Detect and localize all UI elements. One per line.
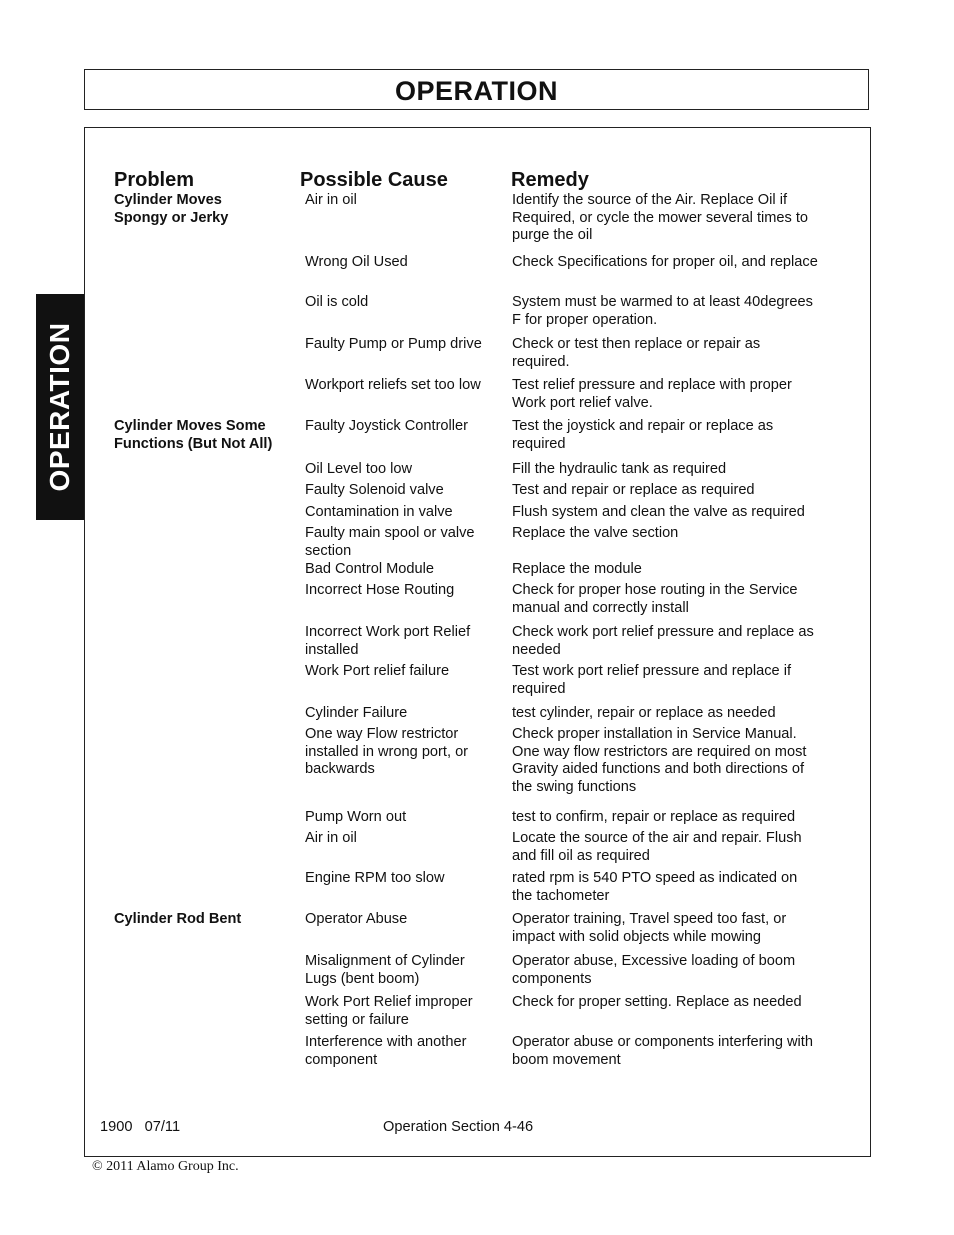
- problem-cell: Cylinder Moves Spongy or Jerky: [114, 192, 229, 226]
- cause-cell: Wrong Oil Used: [305, 254, 408, 270]
- cause-cell: Incorrect Hose Routing: [305, 582, 455, 598]
- remedy-cell: Check for proper setting. Replace as needed: [512, 994, 802, 1010]
- cause-cell: Pump Worn out: [305, 809, 407, 825]
- remedy-cell: Test and repair or replace as required: [512, 482, 755, 498]
- remedy-cell: Operator abuse, Excessive loading of boom components: [512, 953, 796, 987]
- cause-cell: Misalignment of Cylinder Lugs (bent boom): [305, 953, 465, 987]
- page-title: OPERATION: [394, 76, 558, 106]
- cause-cell: Work Port Relief improper setting or failure: [305, 994, 473, 1028]
- cause-cell: Faulty Pump or Pump drive: [305, 336, 482, 352]
- column-header-cause: Possible Cause: [300, 169, 448, 191]
- column-header-problem: Problem: [114, 169, 195, 191]
- cause-cell: Incorrect Work port Relief installed: [305, 624, 471, 658]
- cause-cell: Contamination in valve: [305, 504, 453, 520]
- cause-cell: Operator Abuse: [305, 911, 408, 927]
- header-box: [84, 69, 869, 110]
- remedy-cell: Flush system and clean the valve as required: [512, 504, 805, 520]
- remedy-cell: Operator training, Travel speed too fast, or impact with solid objects while mowing: [512, 911, 787, 945]
- problem-cell: Cylinder Rod Bent: [114, 911, 242, 927]
- cause-cell: Oil is cold: [305, 294, 369, 310]
- remedy-cell: Check proper installation in Service Manual. One way flow restrictors are required on most Gravity aided functions and both directions of the swing functions: [512, 726, 807, 795]
- cause-cell: Air in oil: [305, 192, 357, 208]
- remedy-cell: Test the joystick and repair or replace as required: [512, 418, 774, 452]
- remedy-cell: Check Specifications for proper oil, and replace: [512, 254, 818, 270]
- cause-cell: Air in oil: [305, 830, 357, 846]
- remedy-cell: Check for proper hose routing in the Service manual and correctly install: [512, 582, 798, 616]
- remedy-cell: Check work port relief pressure and replace as needed: [512, 624, 814, 658]
- cause-cell: Engine RPM too slow: [305, 870, 445, 886]
- remedy-cell: Test work port relief pressure and replace if required: [512, 663, 792, 697]
- remedy-cell: Operator abuse or components interfering with boom movement: [512, 1034, 813, 1068]
- side-tab-label: OPERATION: [44, 322, 75, 492]
- cause-cell: One way Flow restrictor installed in wrong port, or backwards: [305, 726, 469, 777]
- cause-cell: Cylinder Failure: [305, 705, 408, 721]
- remedy-cell: Identify the source of the Air. Replace Oil if Required, or cycle the mower several times to purge the oil: [512, 192, 809, 243]
- remedy-cell: Replace the module: [512, 561, 642, 577]
- problem-cell: Cylinder Moves Some Functions (But Not All): [114, 418, 273, 452]
- column-header-remedy: Remedy: [511, 169, 589, 191]
- cause-cell: Oil Level too low: [305, 461, 413, 477]
- remedy-cell: Test relief pressure and replace with proper Work port relief valve.: [512, 377, 792, 411]
- remedy-cell: Locate the source of the air and repair. Flush and fill oil as required: [512, 830, 802, 864]
- cause-cell: Faulty main spool or valve section: [305, 525, 475, 559]
- cause-cell: Interference with another component: [305, 1034, 467, 1068]
- remedy-cell: Fill the hydraulic tank as required: [512, 461, 727, 477]
- remedy-cell: test cylinder, repair or replace as needed: [512, 705, 776, 721]
- side-tab: [36, 294, 85, 520]
- remedy-cell: test to confirm, repair or replace as required: [512, 809, 796, 825]
- footer-doc-number: 1900 07/11: [100, 1119, 181, 1135]
- remedy-cell: rated rpm is 540 PTO speed as indicated on the tachometer: [512, 870, 798, 904]
- cause-cell: Workport reliefs set too low: [305, 377, 481, 393]
- cause-cell: Faulty Solenoid valve: [305, 482, 444, 498]
- remedy-cell: Replace the valve section: [512, 525, 679, 541]
- remedy-cell: System must be warmed to at least 40degrees F for proper operation.: [512, 294, 813, 328]
- footer-section: Operation Section 4-46: [383, 1119, 534, 1135]
- cause-cell: Faulty Joystick Controller: [305, 418, 469, 434]
- cause-cell: Work Port relief failure: [305, 663, 450, 679]
- cause-cell: Bad Control Module: [305, 561, 434, 577]
- remedy-cell: Check or test then replace or repair as required.: [512, 336, 761, 370]
- copyright: © 2011 Alamo Group Inc.: [92, 1159, 239, 1174]
